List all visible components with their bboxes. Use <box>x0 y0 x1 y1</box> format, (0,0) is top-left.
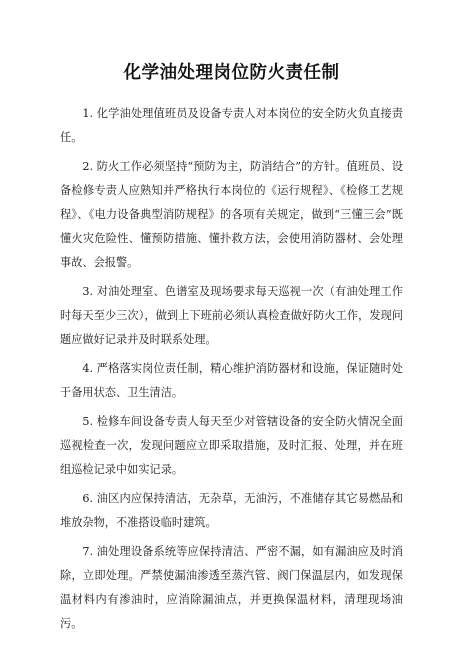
clause-7: 7. 油处理设备系统等应保持清洁、严密不漏，如有漏油应及时消除，立即处理。严禁使漏油渗透至蒸汽管、阀门保温层内，如发现保温材料内有渗油时，应消除漏油点，并更换保温材料，清理现场油污。 <box>60 545 403 630</box>
clause-4: 4. 严格落实岗位责任制，精心维护消防器材和设施，保证随时处于备用状态、卫生清洁。 <box>60 362 403 399</box>
clause-1: 1. 化学油处理值班员及设备专责人对本岗位的安全防火负直接责任。 <box>60 107 403 144</box>
clause-5: 5. 检修车间设备专责人每天至少对管辖设备的安全防火情况全面巡视检查一次，发现问题应立即采取措施，及时汇报、处理，并在班组巡检记录中如实记录。 <box>60 415 403 476</box>
document-title: 化学油处理岗位防火责任制 <box>123 63 340 83</box>
clause-6: 6. 油区内应保持清洁，无杂草，无油污，不准储存其它易燃品和堆放杂物，不准搭设临时建筑。 <box>60 492 403 529</box>
clause-2: 2. 防火工作必须坚持“预防为主，防消结合”的方针。值班员、设备检修专责人应熟知并严格执行本岗位的《运行规程》、《检修工艺规程》、《电力设备典型消防规程》的各项有关规定，做到“三懂三会”既懂火灾危险性、懂预防措施、懂扑救方法，会使用消防器材、会处理事故、会报警。 <box>60 160 403 269</box>
clause-3: 3. 对油处理室、色谱室及现场要求每天巡视一次（有油处理工作时每天至少三次），做到上下班前必须认真检查做好防火工作，发现问题应做好记录并及时联系处理。 <box>60 285 403 346</box>
